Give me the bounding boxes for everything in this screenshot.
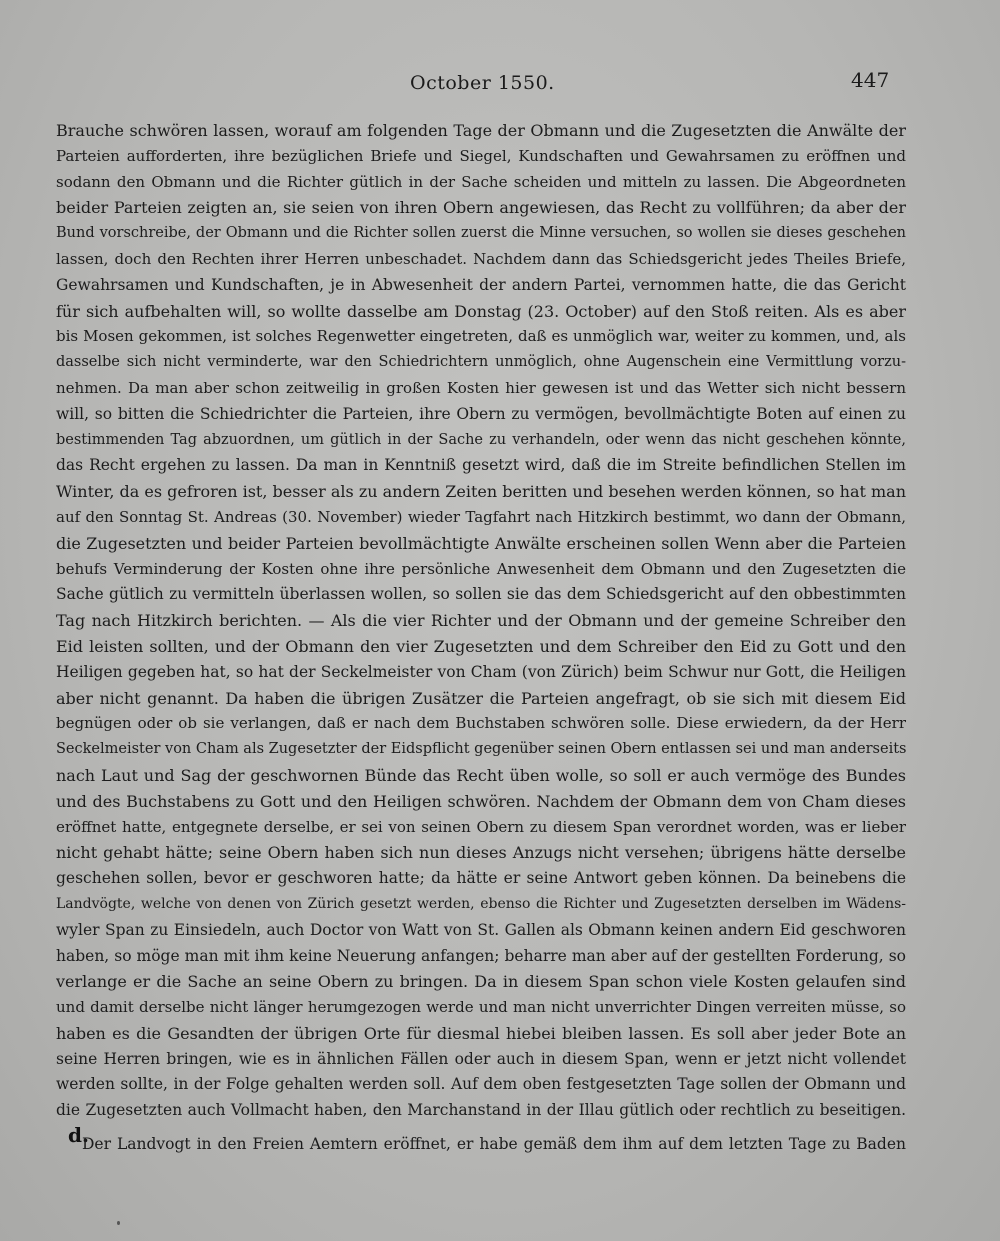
text-line: verlange er die Sache an seine Obern zu bringen. Da in diesem Span schon viele Kosten gelaufen sind: [56, 972, 906, 992]
text-line: Heiligen gegeben hat, so hat der Seckelmeister von Cham (von Zürich) beim Schwur nur Gott, die Heiligen: [56, 662, 906, 681]
text-line: eröffnet hatte, entgegnete derselbe, er sei von seinen Obern zu diesem Span verordnet worden, was er lieber: [56, 817, 906, 836]
text-line: auf den Sonntag St. Andreas (30. November) wieder Tagfahrt nach Hitzkirch bestimmt, wo dann der Obmann,: [56, 507, 906, 526]
text-line: beider Parteien zeigten an, sie seien von ihren Obern angewiesen, das Recht zu vollführen; da aber der: [56, 198, 906, 218]
text-line: nehmen. Da man aber schon zeitweilig in großen Kosten hier gewesen ist und das Wetter sich nicht bessern: [56, 378, 906, 397]
text-line: werden sollte, in der Folge gehalten werden soll. Auf dem oben festgesetzten Tage sollen der Obmann und: [56, 1075, 906, 1094]
body-text: [56, 118, 906, 1124]
text-line: aber nicht genannt. Da haben die übrigen Zusätzer die Parteien angefragt, ob sie sich mit diesem Eid: [56, 688, 906, 708]
scan-speck: [117, 1221, 120, 1225]
text-line: Sache gütlich zu vermitteln überlassen wollen, so sollen sie das dem Schiedsgericht auf den obbestimmten: [56, 585, 906, 604]
text-line: Eid leisten sollten, und der Obmann den vier Zugesetzten und dem Schreiber den Eid zu Gott und den: [56, 636, 906, 656]
text-line: nicht gehabt hätte; seine Obern haben sich nun dieses Anzugs nicht versehen; übrigens hätte derselbe: [56, 843, 906, 863]
text-line: Bund vorschreibe, der Obmann und die Richter sollen zuerst die Minne versuchen, so wollen sie dieses geschehen: [56, 225, 906, 242]
text-line: wyler Span zu Einsiedeln, auch Doctor von Watt von St. Gallen als Obmann keinen andern Eid geschworen: [56, 920, 906, 939]
text-line: und damit derselbe nicht länger herumgezogen werde und man nicht unverrichter Dingen verreiten müsse, so: [56, 998, 906, 1017]
text-line: Winter, da es gefroren ist, besser als zu andern Zeiten beritten und besehen werden können, so hat man: [56, 482, 906, 502]
text-line: sodann den Obmann und die Richter gütlich in der Sache scheiden und mitteln zu lassen. Die Abgeordneten: [56, 172, 906, 191]
text-line: das Recht ergehen zu lassen. Da man in Kenntniß gesetzt wird, daß die im Streite befindlichen Stellen im: [56, 456, 906, 475]
page-number: 447: [851, 68, 890, 92]
text-line: die Zugesetzten auch Vollmacht haben, den Marchanstand in der Illau gütlich oder rechtlich zu beseitigen.: [56, 1101, 906, 1120]
text-line: dasselbe sich nicht verminderte, war den Schiedrichtern unmöglich, ohne Augenschein eine Vermittlung vorzu-: [56, 354, 906, 371]
text-line: lassen, doch den Rechten ihrer Herren unbeschadet. Nachdem dann das Schiedsgericht jedes Theiles Briefe,: [56, 249, 906, 268]
next-section-line: Der Landvogt in den Freien Aemtern eröffnet, er habe gemäß dem ihm auf dem letzten Tage zu Baden: [82, 1135, 906, 1153]
text-line: die Zugesetzten und beider Parteien bevollmächtigte Anwälte erscheinen sollen Wenn aber die Parteien: [56, 533, 906, 553]
running-head: [0, 68, 1000, 102]
text-line: will, so bitten die Schiedrichter die Parteien, ihre Obern zu vermögen, bevollmächtigte Boten auf einen zu: [56, 404, 906, 423]
text-line: Brauche schwören lassen, worauf am folgenden Tage der Obmann und die Zugesetzten die Anwälte der: [56, 121, 906, 140]
text-line: Gewahrsamen und Kundschaften, je in Abwesenheit der andern Partei, vernommen hatte, die das Gericht: [56, 275, 906, 294]
running-head-title: October 1550.: [410, 72, 555, 94]
text-line: bis Mosen gekommen, ist solches Regenwetter eingetreten, daß es unmöglich war, weiter zu kommen, und, als: [56, 327, 906, 346]
text-line: Seckelmeister von Cham als Zugesetzter der Eidspflicht gegenüber seinen Obern entlassen sei und man anderseits: [56, 741, 906, 758]
text-line: behufs Verminderung der Kosten ohne ihre persönliche Anwesenheit dem Obmann und den Zugesetzten die: [56, 559, 906, 578]
text-line: seine Herren bringen, wie es in ähnlichen Fällen oder auch in diesem Span, wenn er jetzt nicht vollendet: [56, 1049, 906, 1068]
text-line: Landvögte, welche von denen von Zürich gesetzt werden, ebenso die Richter und Zugesetzten derselben im Wädens-: [56, 895, 906, 912]
text-line: nach Laut und Sag der geschwornen Bünde das Recht üben wolle, so soll er auch vermöge des Bundes: [56, 765, 906, 785]
text-line: Tag nach Hitzkirch berichten. — Als die vier Richter und der Obmann und der gemeine Schreiber den: [56, 611, 906, 631]
text-line: für sich aufbehalten will, so wollte dasselbe am Donstag (23. October) auf den Stoß reiten. Als es aber: [56, 301, 906, 321]
section-marker: d.: [68, 1123, 89, 1147]
text-line: bestimmenden Tag abzuordnen, um gütlich in der Sache zu verhandeln, oder wenn das nicht geschehen könnte,: [56, 431, 906, 448]
text-line: haben, so möge man mit ihm keine Neuerung anfangen; beharre man aber auf der gestellten Forderung, so: [56, 946, 906, 965]
text-line: haben es die Gesandten der übrigen Orte für diesmal hiebei bleiben lassen. Es soll aber jeder Bote an: [56, 1023, 906, 1043]
text-line: Parteien aufforderten, ihre bezüglichen Briefe und Siegel, Kundschaften und Gewahrsamen zu eröffnen und: [56, 146, 906, 165]
text-line: geschehen sollen, bevor er geschworen hatte; da hätte er seine Antwort geben können. Da beinebens die: [56, 869, 906, 888]
text-line: begnügen oder ob sie verlangen, daß er nach dem Buchstaben schwören solle. Diese erwiedern, da der Herr: [56, 714, 906, 733]
text-line: und des Buchstabens zu Gott und den Heiligen schwören. Nachdem der Obmann dem von Cham dieses: [56, 791, 906, 811]
